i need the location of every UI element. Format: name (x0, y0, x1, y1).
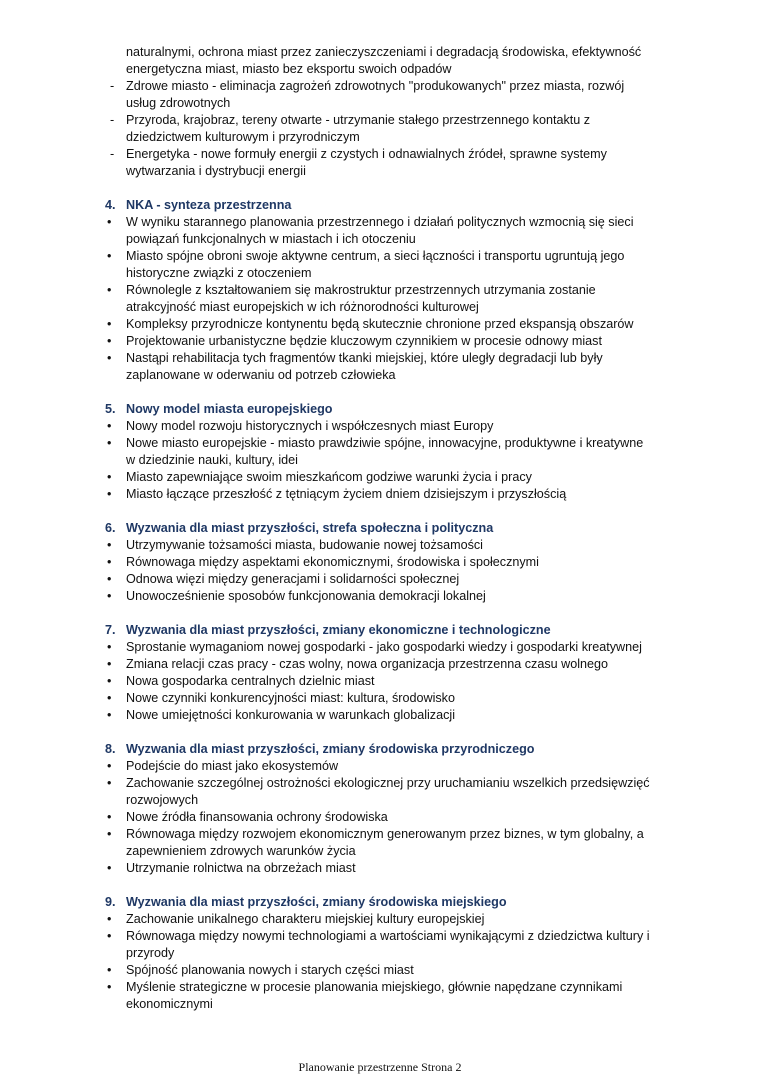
list-item (105, 554, 675, 571)
list-item-text: • Miasto spójne obroni swoje aktywne centrum, a sieci łączności i transportu ugruntują jego (126, 249, 625, 263)
section-heading (105, 401, 675, 418)
list-item-text: • Odnowa więzi między generacjami i solidarności społecznej (126, 572, 460, 586)
list-item-text: • Sprostanie wymaganiom nowej gospodarki - jako gospodarki wiedzy i gospodarki kreatywnej (126, 640, 642, 654)
list-item (105, 112, 675, 146)
list-item (105, 656, 675, 673)
list-item-text: atrakcyjność miast europejskich w ich różnorodności kulturowej (126, 300, 479, 314)
list-item-text: - Zdrowe miasto - eliminacja zagrożeń zdrowotnych "produkowanych" przez miasta, rozwój (126, 79, 625, 93)
list-item (105, 282, 675, 316)
list-item (105, 707, 675, 724)
list-item-text: • Utrzymanie rolnictwa na obrzeżach miast (126, 861, 356, 875)
section-title: Wyzwania dla miast przyszłości, zmiany środowiska przyrodniczego (126, 742, 535, 756)
list-item-text: ekonomicznymi (126, 997, 213, 1011)
list-item (105, 673, 675, 690)
list-item (105, 146, 675, 180)
section-title: Wyzwania dla miast przyszłości, zmiany ekonomiczne i technologiczne (126, 623, 551, 637)
list-item (105, 775, 675, 809)
list-item (105, 78, 675, 112)
list-item (105, 214, 675, 248)
list-item-text: rozwojowych (126, 793, 199, 807)
list-item-text: • Nowe źródła finansowania ochrony środowiska (126, 810, 388, 824)
list-item-text: • Miasto łączące przeszłość z tętniącym życiem dniem dzisiejszym i przyszłością (126, 487, 567, 501)
section (105, 741, 675, 877)
list-item-text: przyrody (126, 946, 175, 960)
list-item (105, 928, 675, 962)
section-title: NKA - synteza przestrzenna (126, 198, 292, 212)
list-item-text: • Nastąpi rehabilitacja tych fragmentów tkanki miejskiej, które uległy degradacji lub były (126, 351, 603, 365)
list-item (105, 435, 675, 469)
list-item-text: • Miasto zapewniające swoim mieszkańcom godziwe warunki życia i pracy (126, 470, 532, 484)
text-line: naturalnymi, ochrona miast przez zanieczyszczeniami i degradacją środowiska, efektywność (126, 45, 642, 59)
list-item-text: • Równowaga między rozwojem ekonomicznym generowanym przez biznes, w tym globalny, a (126, 827, 644, 841)
list-item (105, 486, 675, 503)
section-number: 8. (105, 742, 116, 756)
list-item (105, 758, 675, 775)
list-item (105, 588, 675, 605)
section-heading (105, 197, 675, 214)
page-footer: Planowanie przestrzenne Strona 2 (298, 1060, 462, 1074)
list-item-text: • Projektowanie urbanistyczne będzie kluczowym czynnikiem w procesie odnowy miast (126, 334, 602, 348)
list-item (105, 826, 675, 860)
section (105, 622, 675, 724)
list-item (105, 962, 675, 979)
list-item-text: • Utrzymywanie tożsamości miasta, budowanie nowej tożsamości (126, 538, 483, 552)
list-item-text: • Nowa gospodarka centralnych dzielnic miast (126, 674, 375, 688)
list-item-text: • Równowaga między nowymi technologiami a wartościami wynikającymi z dziedzictwa kultury i (126, 929, 650, 943)
sections (105, 197, 675, 1013)
section (105, 520, 675, 605)
list-item (105, 571, 675, 588)
list-item (105, 809, 675, 826)
section-title: Wyzwania dla miast przyszłości, strefa społeczna i polityczna (126, 521, 494, 535)
list-item (105, 911, 675, 928)
list-item-text: w dziedzinie nauki, kultury, idei (126, 453, 298, 467)
section-title: Wyzwania dla miast przyszłości, zmiany środowiska miejskiego (126, 895, 507, 909)
list-item-text: • Myślenie strategiczne w procesie planowania miejskiego, głównie napędzane czynnikami (126, 980, 623, 994)
section-heading (105, 894, 675, 911)
list-item-text: dziedzictwem kulturowym i przyrodniczym (126, 130, 360, 144)
list-item-text: - Energetyka - nowe formuły energii z czystych i odnawialnych źródeł, sprawne systemy (126, 147, 607, 161)
list-item-text: powiązań funkcjonalnych w miastach i ich otoczeniu (126, 232, 416, 246)
list-item-text: • Zachowanie unikalnego charakteru miejskiej kultury europejskiej (126, 912, 485, 926)
list-item-text: wytwarzania i dystrybucji energii (126, 164, 306, 178)
list-item (105, 248, 675, 282)
intro-continuation (105, 44, 675, 78)
list-item-text: • Nowe czynniki konkurencyjności miast: kultura, środowisko (126, 691, 455, 705)
list-item (105, 333, 675, 350)
list-item (105, 639, 675, 656)
section-title: Nowy model miasta europejskiego (126, 402, 333, 416)
list-item-text: • Nowe umiejętności konkurowania w warunkach globalizacji (126, 708, 455, 722)
list-item (105, 860, 675, 877)
list-item-text: • Równowaga między aspektami ekonomicznymi, środowiska i społecznymi (126, 555, 539, 569)
list-item-text: • Spójność planowania nowych i starych części miast (126, 963, 414, 977)
list-item (105, 316, 675, 333)
section-heading (105, 741, 675, 758)
list-item (105, 979, 675, 1013)
list-item-text: historyczne związki z otoczeniem (126, 266, 312, 280)
list-item-text: • Zachowanie szczególnej ostrożności ekologicznej przy uruchamianiu wszelkich przedsięwzięć (126, 776, 650, 790)
list-item-text: • Unowocześnienie sposobów funkcjonowania demokracji lokalnej (126, 589, 486, 603)
section-number: 6. (105, 521, 116, 535)
section (105, 401, 675, 503)
list-item-text: • Nowy model rozwoju historycznych i współczesnych miast Europy (126, 419, 494, 433)
section-number: 4. (105, 198, 116, 212)
list-item-text: • Kompleksy przyrodnicze kontynentu będą skutecznie chronione przed ekspansją obszarów (126, 317, 634, 331)
list-item (105, 537, 675, 554)
list-item-text: - Przyroda, krajobraz, tereny otwarte - utrzymanie stałego przestrzennego kontaktu z (126, 113, 591, 127)
section (105, 197, 675, 384)
section (105, 894, 675, 1013)
list-item-text: • Nowe miasto europejskie - miasto prawdziwie spójne, innowacyjne, produktywne i kreatywne (126, 436, 644, 450)
list-item (105, 469, 675, 486)
list-item-text: • W wyniku starannego planowania przestrzennego i działań politycznych wzmocnią się sieci (126, 215, 634, 229)
section-number: 9. (105, 895, 116, 909)
list-item (105, 690, 675, 707)
list-item-text: • Podejście do miast jako ekosystemów (126, 759, 339, 773)
section-heading (105, 622, 675, 639)
list-item (105, 418, 675, 435)
intro-dash-list (105, 78, 675, 180)
section-number: 5. (105, 402, 116, 416)
list-item-text: • Zmiana relacji czas pracy - czas wolny, nowa organizacja przestrzenna czasu wolnego (126, 657, 609, 671)
list-item-text: • Równolegle z kształtowaniem się makrostruktur przestrzennych utrzymania zostanie (126, 283, 596, 297)
section-heading (105, 520, 675, 537)
text-line: energetyczna miast, miasto bez eksportu swoich odpadów (126, 62, 452, 76)
list-item (105, 350, 675, 384)
document-body (105, 44, 675, 1013)
list-item-text: usług zdrowotnych (126, 96, 231, 110)
list-item-text: zaplanowane w oderwaniu od potrzeb człowieka (126, 368, 396, 382)
list-item-text: zapewnieniem zdrowych warunków życia (126, 844, 356, 858)
section-number: 7. (105, 623, 116, 637)
